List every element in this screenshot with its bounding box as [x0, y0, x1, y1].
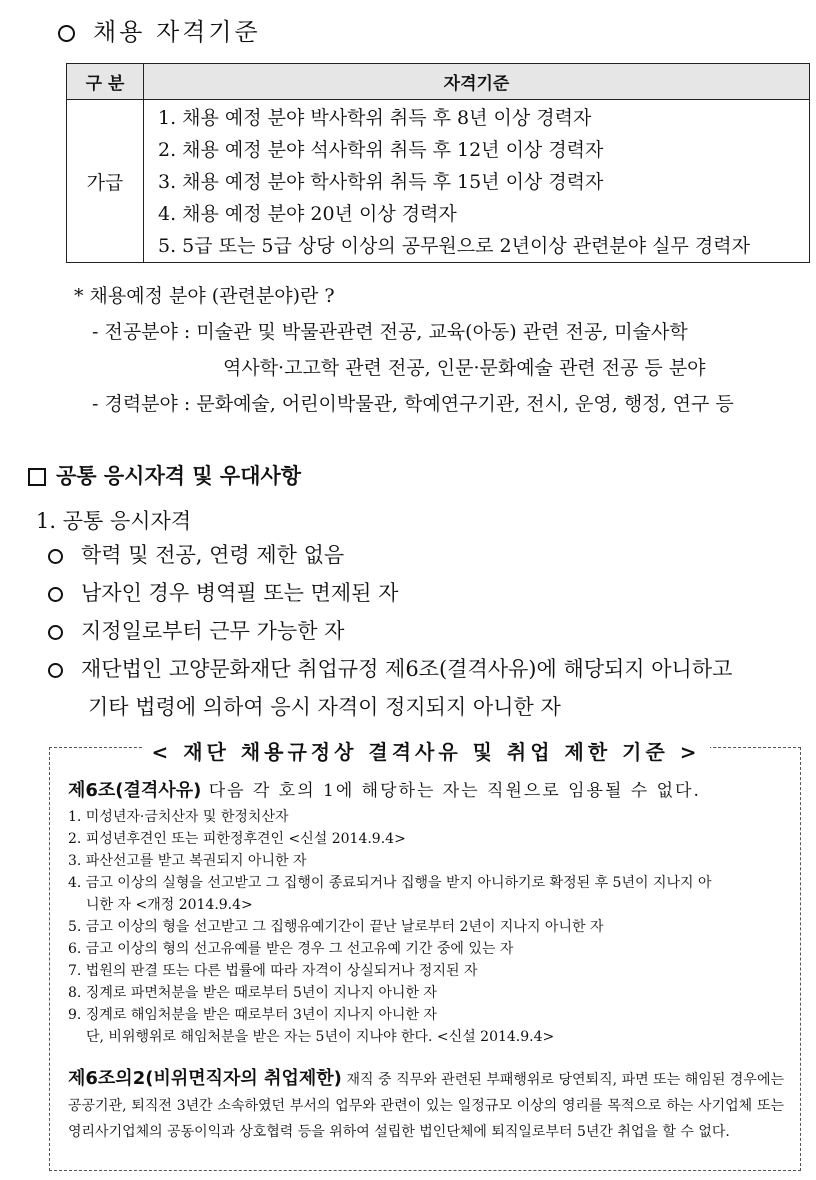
- criteria-item: 4. 채용 예정 분야 20년 이상 경력자: [158, 203, 457, 225]
- list-item: 학력 및 전공, 연령 제한 없음: [48, 536, 732, 574]
- header-category: 구 분: [67, 64, 144, 100]
- article6-text: 다음 각 호의 1에 해당하는 자는 직원으로 임용될 수 없다.: [201, 781, 701, 801]
- note-title: * 채용예정 분야 (관련분야)란 ?: [74, 285, 335, 307]
- list-item: 2. 피성년후견인 또는 피한정후견인 <신설 2014.9.4>: [68, 831, 406, 847]
- article6-items: [68, 806, 790, 1048]
- list-item: 남자인 경우 병역필 또는 면제된 자: [48, 574, 732, 612]
- list-item-continuation: 니한 자 <개정 2014.9.4>: [86, 897, 253, 913]
- circle-bullet-icon: [48, 663, 63, 678]
- qualification-list: [48, 536, 732, 726]
- list-item: 7. 법원의 판결 또는 다른 법률에 따라 자격이 상실되거나 정지된 자: [68, 963, 478, 979]
- circle-bullet-icon: [48, 549, 63, 564]
- list-item: 1. 미성년자·금치산자 및 한정치산자: [68, 809, 289, 825]
- checkbox-square-icon: [28, 468, 46, 486]
- list-item: 9. 징계로 해임처분을 받은 때로부터 3년이 지나지 아니한 자: [68, 1007, 437, 1023]
- section2-title: 공통 응시자격 및 우대사항: [28, 460, 301, 490]
- criteria-cell: [144, 100, 810, 263]
- list-item: 4. 금고 이상의 실형을 선고받고 그 집행이 종료되거나 집행을 받지 아니하기로 확정된 후 5년이 지나지 아: [68, 875, 712, 891]
- table-row: [67, 100, 810, 263]
- circle-bullet-icon: [48, 587, 63, 602]
- list-item: 6. 금고 이상의 형의 선고유예를 받은 경우 그 선고유예 기간 중에 있는 자: [68, 941, 514, 957]
- criteria-item: 2. 채용 예정 분야 석사학위 취득 후 12년 이상 경력자: [158, 139, 604, 161]
- list-item-continuation: 기타 법령에 의하여 응시 자격이 정지되지 아니한 자: [88, 695, 561, 719]
- criteria-item: 3. 채용 예정 분야 학사학위 취득 후 15년 이상 경력자: [158, 171, 604, 193]
- note-career-line: - 경력분야 : 문화예술, 어린이박물관, 학예연구기관, 전시, 운영, 행정, 연구 등: [92, 393, 734, 415]
- article6-2-text: 재직 중 직무와 관련된 부패행위로 당연퇴직, 파면 또는 해임된 경우에는 공공기관, 퇴직전 3년간 소속하였던 부서의 업무와 관련이 있는 일정규모 이상의 영리를 목적으로 하는 사기업체 또는 영리사기업체의 공동이익과 상호협력 등을 위하여 설립한 법인단체에 퇴직일로부터 5년간 취업을 할 수 없다.: [68, 1072, 784, 1140]
- note-major-line-cont: 역사학·고고학 관련 전공, 인문·문화예술 관련 전공 등 분야: [223, 357, 706, 379]
- box-title: < 재단 채용규정상 결격사유 및 취업 제한 기준 >: [50, 736, 802, 765]
- section1-title: 채용 자격기준: [58, 12, 261, 47]
- list-item: 지정일로부터 근무 가능한 자: [48, 612, 732, 650]
- list-item: 8. 징계로 파면처분을 받은 때로부터 5년이 지나지 아니한 자: [68, 985, 437, 1001]
- table-header-row: [67, 64, 810, 100]
- qualification-table: [66, 63, 810, 263]
- note-major-line: - 전공분야 : 미술관 및 박물관관련 전공, 교육(아동) 관련 전공, 미술사학: [92, 321, 688, 343]
- circle-bullet-icon: [58, 25, 75, 42]
- grade-cell: 가급: [67, 100, 144, 263]
- article6-2-paragraph: [68, 1066, 784, 1145]
- article6-2-label: 제6조의2(비위면직자의 취업제한): [68, 1068, 342, 1089]
- list-item: 3. 파산선고를 받고 복권되지 아니한 자: [68, 853, 307, 869]
- list-item-continuation: 단, 비위행위로 해임처분을 받은 자는 5년이 지나야 한다. <신설 2014.9.4>: [86, 1029, 555, 1045]
- list-item: 5. 금고 이상의 형을 선고받고 그 집행유예기간이 끝난 날로부터 2년이 지나지 아니한 자: [68, 919, 604, 935]
- article6-label: 제6조(결격사유): [68, 780, 202, 801]
- criteria-item: 1. 채용 예정 분야 박사학위 취득 후 8년 이상 경력자: [158, 107, 592, 129]
- field-note: [74, 278, 734, 422]
- criteria-item: 5. 5급 또는 5급 상당 이상의 공무원으로 2년이상 관련분야 실무 경력자: [158, 235, 750, 257]
- subsection-title: 1. 공통 응시자격: [36, 509, 192, 533]
- article6-heading: [68, 776, 788, 802]
- circle-bullet-icon: [48, 625, 63, 640]
- header-criteria: 자격기준: [144, 64, 810, 100]
- restriction-box: [49, 740, 801, 1171]
- list-item: 재단법인 고양문화재단 취업규정 제6조(결격사유)에 해당되지 아니하고: [48, 650, 732, 688]
